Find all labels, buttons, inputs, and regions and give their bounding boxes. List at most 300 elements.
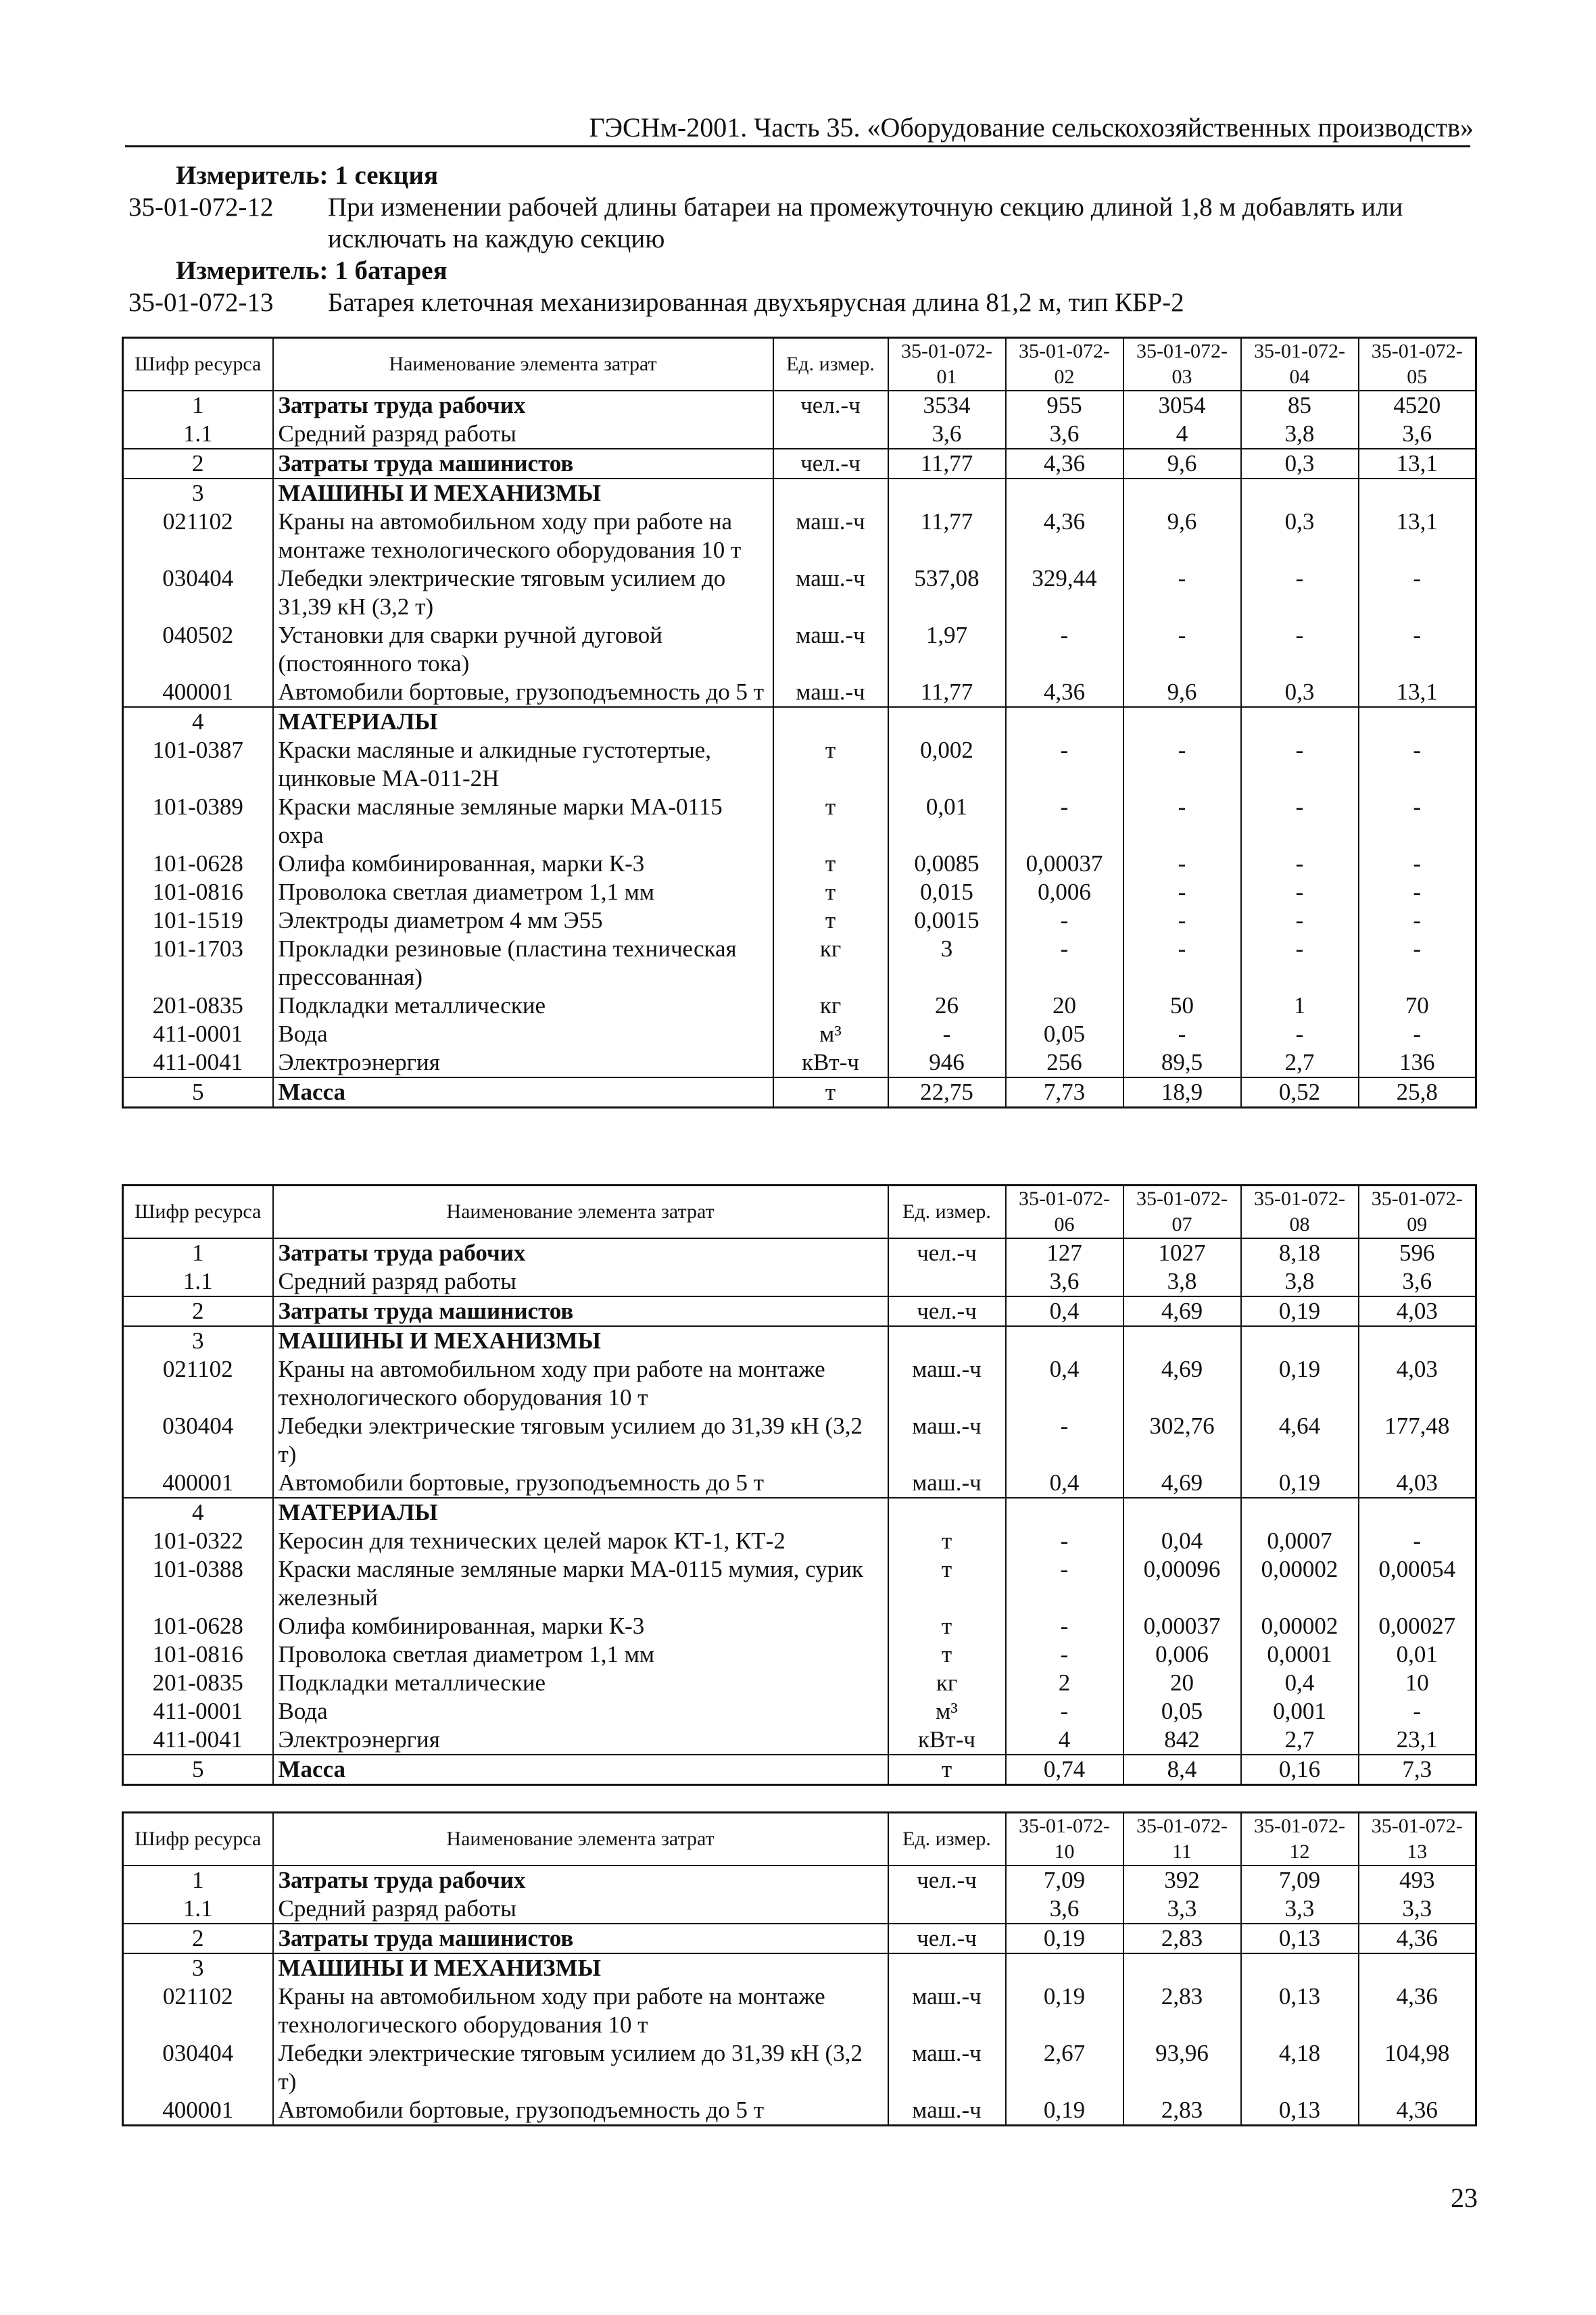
unit-of-measure: т (773, 736, 888, 793)
norm-value: 955 (1006, 391, 1123, 420)
unit-of-measure: кг (773, 935, 888, 992)
unit-of-measure: маш.-ч (888, 1469, 1006, 1498)
unit-of-measure: чел.-ч (888, 1924, 1006, 1953)
norm-value (1123, 707, 1241, 736)
norm-value: 1 (1241, 992, 1359, 1020)
table-row (123, 678, 1476, 707)
norm-value: 0,4 (1241, 1669, 1359, 1697)
table-row (123, 992, 1476, 1020)
table-row (123, 850, 1476, 878)
norm-value: 4,69 (1123, 1469, 1241, 1498)
norm-value: - (1123, 793, 1241, 850)
table-row (123, 1296, 1476, 1326)
unit-of-measure (888, 1267, 1006, 1296)
norm-value: - (1413, 737, 1422, 763)
table-row (123, 449, 1476, 479)
table-row (123, 1527, 1476, 1555)
norm-value: 13,1 (1359, 449, 1476, 479)
norm-value: 4,03 (1396, 1469, 1438, 1496)
norm-code: 35-01-072-13 (128, 288, 274, 317)
norm-value: 4,36 (1396, 2097, 1438, 2123)
norm-value: 20 (1006, 992, 1123, 1020)
unit-of-measure: чел.-ч (888, 1296, 1006, 1326)
resource-code: 1 (123, 1238, 273, 1267)
norm-value: 0,19 (1006, 1924, 1123, 1953)
unit-of-measure: м³ (773, 1020, 888, 1048)
norm-value: 2,83 (1123, 1924, 1241, 1953)
resource-code: 411-0001 (123, 1020, 273, 1048)
resource-code: 400001 (123, 678, 273, 707)
norm-value: 11,77 (888, 678, 1006, 707)
resource-code: 101-0388 (123, 1555, 273, 1612)
unit-of-measure: т (773, 1077, 888, 1108)
header-column: 35-01-072-01 (888, 338, 1006, 391)
cost-element-name: Лебедки электрические тяговым усилием до 31,39 кН (3,2 т) (273, 2039, 888, 2096)
resource-code: 2 (123, 449, 273, 479)
norm-value: 2,67 (1006, 2039, 1123, 2096)
resource-code: 201-0835 (123, 1669, 273, 1697)
norm-value: 2,83 (1123, 1982, 1241, 2039)
norm-value: 256 (1006, 1048, 1123, 1077)
norm-value: 0,002 (888, 736, 1006, 793)
table-row (123, 878, 1476, 906)
cost-element-name: МАТЕРИАЛЫ (273, 1498, 888, 1527)
norm-value (1241, 1498, 1359, 1527)
norm-value: - (1241, 1020, 1359, 1048)
norm-value: 104,98 (1384, 2040, 1450, 2066)
header-rule (125, 145, 1470, 147)
norm-value: 3,6 (1402, 1268, 1432, 1294)
norm-value: 50 (1123, 992, 1241, 1020)
running-head: ГЭСНм-2001. Часть 35. «Оборудование сельскохозяйственных производств» (589, 112, 1474, 143)
unit-of-measure: т (773, 793, 888, 850)
norm-value: 4,03 (1396, 1356, 1438, 1382)
norm-value: 0,001 (1241, 1697, 1359, 1726)
header-column: 35-01-072-12 (1241, 1813, 1359, 1866)
cost-element-name: Электроэнергия (273, 1726, 888, 1755)
norm-value: 0,19 (1241, 1296, 1359, 1326)
norm-value: 1027 (1123, 1238, 1241, 1267)
norm-value: 3054 (1123, 391, 1241, 420)
norm-value: 3,3 (1123, 1895, 1241, 1924)
resource-code: 1.1 (123, 420, 273, 449)
norm-value: 177,48 (1384, 1413, 1450, 1439)
norm-value: - (1006, 1527, 1123, 1555)
meter-battery-label: Измеритель: 1 батарея (176, 256, 448, 285)
norm-value: - (1413, 1698, 1422, 1724)
unit-of-measure: маш.-ч (888, 2096, 1006, 2126)
unit-of-measure: т (888, 1612, 1006, 1640)
unit-of-measure: маш.-ч (888, 1355, 1006, 1412)
norm-value: 136 (1399, 1049, 1435, 1075)
norm-value: 0,13 (1241, 1982, 1359, 2039)
unit-of-measure: маш.-ч (773, 678, 888, 707)
norm-value: - (1006, 1612, 1123, 1640)
header-column: 35-01-072-08 (1241, 1186, 1359, 1239)
unit-of-measure (773, 479, 888, 508)
norm-value: - (1006, 736, 1123, 793)
norm-value: 85 (1241, 391, 1359, 420)
table-row (123, 1669, 1476, 1697)
norm-value: 0,13 (1241, 2096, 1359, 2126)
table-row (123, 1326, 1476, 1355)
norm-value (888, 707, 1006, 736)
table-row (123, 1640, 1476, 1669)
norm-value (888, 479, 1006, 508)
norm-description: Батарея клеточная механизированная двухъярусная длина 81,2 м, тип КБР-2 (328, 288, 1184, 317)
norm-value: - (1241, 621, 1359, 678)
norm-value: 0,19 (1241, 1355, 1359, 1412)
resource-code: 201-0835 (123, 992, 273, 1020)
norm-value: 842 (1123, 1726, 1241, 1755)
norm-value: 4,64 (1241, 1412, 1359, 1469)
resource-code: 1 (123, 1866, 273, 1895)
norm-value: 0,00002 (1241, 1555, 1359, 1612)
norm-description: При изменении рабочей длины батареи на промежуточную секцию длиной 1,8 м добавлять или исключать на каждую секцию (328, 193, 1403, 253)
table-row (123, 1555, 1476, 1612)
resource-code: 040502 (123, 621, 273, 678)
resource-code: 411-0041 (123, 1726, 273, 1755)
cost-element-name: Масса (273, 1755, 888, 1785)
header-column: 35-01-072-13 (1359, 1813, 1476, 1866)
norm-value (1359, 1326, 1476, 1355)
norm-value: 0,0001 (1241, 1640, 1359, 1669)
norm-value: 2,7 (1241, 1726, 1359, 1755)
cost-element-name: Олифа комбинированная, марки К-3 (273, 850, 773, 878)
header-column: 35-01-072-07 (1123, 1186, 1241, 1239)
cost-element-name: Средний разряд работы (273, 1267, 888, 1296)
header-column: 35-01-072-04 (1241, 338, 1359, 391)
table-row (123, 2039, 1476, 2096)
table-row (123, 420, 1476, 449)
norm-value: 10 (1405, 1670, 1429, 1696)
norm-value: - (1413, 1528, 1422, 1554)
resource-code: 4 (123, 1498, 273, 1527)
norm-value (1359, 707, 1476, 736)
norm-value: 0,19 (1006, 2096, 1123, 2126)
norm-value: 3534 (888, 391, 1006, 420)
norm-value: - (1123, 736, 1241, 793)
norm-value: 3 (888, 935, 1006, 992)
norm-value: 8,4 (1123, 1755, 1241, 1785)
norm-value: - (1241, 793, 1359, 850)
cost-element-name: Средний разряд работы (273, 1895, 888, 1924)
unit-of-measure: т (773, 906, 888, 935)
header-name: Наименование элемента затрат (273, 1186, 888, 1239)
resource-code: 400001 (123, 1469, 273, 1498)
norm-value: 26 (888, 992, 1006, 1020)
norm-value: 0,04 (1123, 1527, 1241, 1555)
unit-of-measure (888, 1326, 1006, 1355)
norm-value: 7,73 (1006, 1077, 1123, 1108)
norm-value: 4 (1006, 1726, 1123, 1755)
norm-item-13 (128, 287, 1477, 318)
norm-value: 3,8 (1241, 420, 1359, 449)
norm-value: 0,16 (1241, 1755, 1359, 1785)
norm-value: 25,8 (1359, 1077, 1476, 1108)
norm-value: 13,1 (1396, 508, 1438, 535)
norm-value: 2 (1006, 1669, 1123, 1697)
cost-element-name: МАШИНЫ И МЕХАНИЗМЫ (273, 1953, 888, 1982)
norm-value: 9,6 (1123, 449, 1241, 479)
norm-value: 0,3 (1241, 449, 1359, 479)
cost-element-name: Краны на автомобильном ходу при работе на монтаже технологического оборудования 10 т (273, 1982, 888, 2039)
cost-element-name: Затраты труда машинистов (273, 1924, 888, 1953)
table-row (123, 508, 1476, 564)
norm-value: 392 (1123, 1866, 1241, 1895)
norm-value (1006, 707, 1123, 736)
table-row (123, 1697, 1476, 1726)
cost-element-name: Прокладки резиновые (пластина техническая прессованная) (273, 935, 773, 992)
unit-of-measure: маш.-ч (773, 564, 888, 621)
norm-value: 4,36 (1006, 678, 1123, 707)
norm-value (1123, 479, 1241, 508)
cost-element-name: Вода (273, 1020, 773, 1048)
norm-value: - (1123, 1020, 1241, 1048)
table-row (123, 1238, 1476, 1267)
norm-value: 0,05 (1006, 1020, 1123, 1048)
resource-code: 2 (123, 1296, 273, 1326)
table-row (123, 1982, 1476, 2039)
cost-element-name: Затраты труда рабочих (273, 391, 773, 420)
norm-value: 4,36 (1006, 508, 1123, 564)
norm-value: 9,6 (1123, 678, 1241, 707)
resource-code: 101-0387 (123, 736, 273, 793)
table-header-row (123, 338, 1476, 391)
norm-value: 0,01 (888, 793, 1006, 850)
resource-code: 1 (123, 391, 273, 420)
unit-of-measure: маш.-ч (888, 2039, 1006, 2096)
unit-of-measure (888, 1953, 1006, 1982)
norm-value: 4 (1123, 420, 1241, 449)
table-row (123, 1355, 1476, 1412)
table-row (123, 1267, 1476, 1296)
unit-of-measure: т (888, 1640, 1006, 1669)
resource-code: 3 (123, 479, 273, 508)
norm-value: - (888, 1020, 1006, 1048)
header-unit: Ед. измер. (888, 1186, 1006, 1239)
norm-value: 3,6 (1006, 1267, 1123, 1296)
cost-element-name: МАШИНЫ И МЕХАНИЗМЫ (273, 1326, 888, 1355)
norm-value: 0,00037 (1006, 850, 1123, 878)
norm-value: 0,3 (1241, 508, 1359, 564)
norm-value: 3,6 (1402, 420, 1432, 447)
norm-value: 0,00027 (1378, 1613, 1456, 1639)
unit-of-measure: чел.-ч (773, 391, 888, 420)
table-row (123, 1612, 1476, 1640)
cost-element-name: Автомобили бортовые, грузоподъемность до 5 т (273, 1469, 888, 1498)
norm-value: 493 (1359, 1866, 1476, 1895)
norm-value: 0,13 (1241, 1924, 1359, 1953)
norm-value: - (1006, 935, 1123, 992)
norm-value: - (1006, 793, 1123, 850)
norm-value: - (1241, 906, 1359, 935)
norm-value: - (1241, 564, 1359, 621)
cost-element-name: Подкладки металлические (273, 992, 773, 1020)
resource-code: 101-0816 (123, 1640, 273, 1669)
norm-value (1006, 1953, 1123, 1982)
resource-table-3 (122, 1811, 1477, 2126)
norm-value: 0,015 (888, 878, 1006, 906)
unit-of-measure: маш.-ч (888, 1412, 1006, 1469)
norm-value: - (1006, 1412, 1123, 1469)
norm-value: 2,83 (1123, 2096, 1241, 2126)
norm-value: - (1413, 1021, 1422, 1047)
norm-value: - (1006, 1555, 1123, 1612)
resource-code: 1.1 (123, 1267, 273, 1296)
norm-value: 946 (888, 1048, 1006, 1077)
cost-element-name: Электроды диаметром 4 мм Э55 (273, 906, 773, 935)
cost-element-name: Проволока светлая диаметром 1,1 мм (273, 1640, 888, 1669)
resource-table-1 (122, 337, 1477, 1108)
cost-element-name: МАШИНЫ И МЕХАНИЗМЫ (273, 479, 773, 508)
norm-value: - (1006, 906, 1123, 935)
norm-value: - (1413, 850, 1422, 877)
norm-value: 0,00054 (1378, 1556, 1456, 1582)
table-row (123, 1020, 1476, 1048)
unit-of-measure: чел.-ч (888, 1866, 1006, 1895)
header-code: Шифр ресурса (123, 1186, 273, 1239)
unit-of-measure: маш.-ч (888, 1982, 1006, 2039)
norm-value: 7,09 (1241, 1866, 1359, 1895)
unit-of-measure: т (773, 878, 888, 906)
header-unit: Ед. измер. (773, 338, 888, 391)
norm-value: 0,4 (1006, 1469, 1123, 1498)
header-column: 35-01-072-02 (1006, 338, 1123, 391)
norm-value: 3,6 (888, 420, 1006, 449)
norm-value: - (1413, 935, 1422, 962)
norm-value: - (1241, 736, 1359, 793)
table-row (123, 2096, 1476, 2126)
cost-element-name: Автомобили бортовые, грузоподъемность до 5 т (273, 2096, 888, 2126)
norm-value: - (1241, 850, 1359, 878)
cost-element-name: Масса (273, 1077, 773, 1108)
norm-value: 22,75 (888, 1077, 1006, 1108)
cost-element-name: Олифа комбинированная, марки К-3 (273, 1612, 888, 1640)
norm-value: 4520 (1359, 391, 1476, 420)
table-row (123, 564, 1476, 621)
norm-value: - (1123, 850, 1241, 878)
norm-value: 0,006 (1123, 1640, 1241, 1669)
norm-value: 11,77 (888, 508, 1006, 564)
header-code: Шифр ресурса (123, 338, 273, 391)
resource-table-2 (122, 1184, 1477, 1786)
header-column: 35-01-072-05 (1359, 338, 1476, 391)
table-row (123, 479, 1476, 508)
norm-value: 23,1 (1396, 1726, 1438, 1753)
norm-value: 329,44 (1006, 564, 1123, 621)
norm-value (1123, 1326, 1241, 1355)
cost-element-name: Затраты труда рабочих (273, 1866, 888, 1895)
norm-value: 0,74 (1006, 1755, 1123, 1785)
norm-value: 0,01 (1396, 1641, 1438, 1667)
norm-value: 11,77 (888, 449, 1006, 479)
meter-section-label: Измеритель: 1 секция (176, 161, 439, 190)
norm-value: 7,3 (1359, 1755, 1476, 1785)
resource-code: 021102 (123, 1355, 273, 1412)
norm-value: 3,8 (1123, 1267, 1241, 1296)
intro-block (128, 160, 1477, 318)
norm-value: 3,6 (1006, 1895, 1123, 1924)
unit-of-measure (773, 420, 888, 449)
unit-of-measure (773, 707, 888, 736)
cost-element-name: Краски масляные земляные марки МА-0115 мумия, сурик железный (273, 1555, 888, 1612)
resource-code: 2 (123, 1924, 273, 1953)
norm-value: 127 (1006, 1238, 1123, 1267)
resource-code: 021102 (123, 508, 273, 564)
cost-element-name: Затраты труда машинистов (273, 1296, 888, 1326)
table-row (123, 707, 1476, 736)
norm-value: - (1413, 565, 1422, 591)
table-row (123, 1412, 1476, 1469)
unit-of-measure: маш.-ч (773, 621, 888, 678)
norm-value: 20 (1123, 1669, 1241, 1697)
norm-value: 0,4 (1006, 1296, 1123, 1326)
header-column: 35-01-072-09 (1359, 1186, 1476, 1239)
norm-value: - (1123, 878, 1241, 906)
cost-element-name: Электроэнергия (273, 1048, 773, 1077)
norm-value: 3,6 (1006, 420, 1123, 449)
unit-of-measure: т (888, 1555, 1006, 1612)
norm-item-12 (128, 191, 1477, 255)
table-row (123, 793, 1476, 850)
norm-value: 0,0007 (1241, 1527, 1359, 1555)
norm-value (1006, 1498, 1123, 1527)
norm-value: 0,006 (1006, 878, 1123, 906)
cost-element-name: Лебедки электрические тяговым усилием до 31,39 кН (3,2 т) (273, 1412, 888, 1469)
unit-of-measure (888, 1498, 1006, 1527)
resource-code: 411-0001 (123, 1697, 273, 1726)
resource-code: 5 (123, 1755, 273, 1785)
cost-element-name: Затраты труда машинистов (273, 449, 773, 479)
resource-code: 3 (123, 1326, 273, 1355)
table-row (123, 1895, 1476, 1924)
table-row (123, 1048, 1476, 1077)
norm-value: 13,1 (1396, 679, 1438, 705)
norm-value (1241, 1326, 1359, 1355)
unit-of-measure: т (773, 850, 888, 878)
header-column: 35-01-072-11 (1123, 1813, 1241, 1866)
resource-code: 5 (123, 1077, 273, 1108)
norm-value (1006, 1326, 1123, 1355)
norm-code: 35-01-072-12 (128, 193, 274, 222)
resource-code: 400001 (123, 2096, 273, 2126)
norm-value: 0,05 (1123, 1697, 1241, 1726)
unit-of-measure: кВт-ч (888, 1726, 1006, 1755)
resource-code: 030404 (123, 564, 273, 621)
norm-value: 0,0015 (888, 906, 1006, 935)
header-name: Наименование элемента затрат (273, 1813, 888, 1866)
norm-value (1359, 479, 1476, 508)
norm-value: 93,96 (1123, 2039, 1241, 2096)
norm-value: 4,69 (1123, 1355, 1241, 1412)
norm-value: 596 (1359, 1238, 1476, 1267)
norm-value: - (1123, 935, 1241, 992)
norm-value: - (1413, 622, 1422, 648)
norm-value: - (1241, 935, 1359, 992)
cost-element-name: Краски масляные и алкидные густотертые, цинковые МА-011-2Н (273, 736, 773, 793)
header-name: Наименование элемента затрат (273, 338, 773, 391)
table-row (123, 1726, 1476, 1755)
resource-code: 101-0628 (123, 1612, 273, 1640)
norm-value: 0,19 (1241, 1469, 1359, 1498)
cost-element-name: Вода (273, 1697, 888, 1726)
table-row (123, 1953, 1476, 1982)
norm-value: 537,08 (888, 564, 1006, 621)
table-row (123, 906, 1476, 935)
norm-value: 4,36 (1006, 449, 1123, 479)
norm-value: 2,7 (1241, 1048, 1359, 1077)
